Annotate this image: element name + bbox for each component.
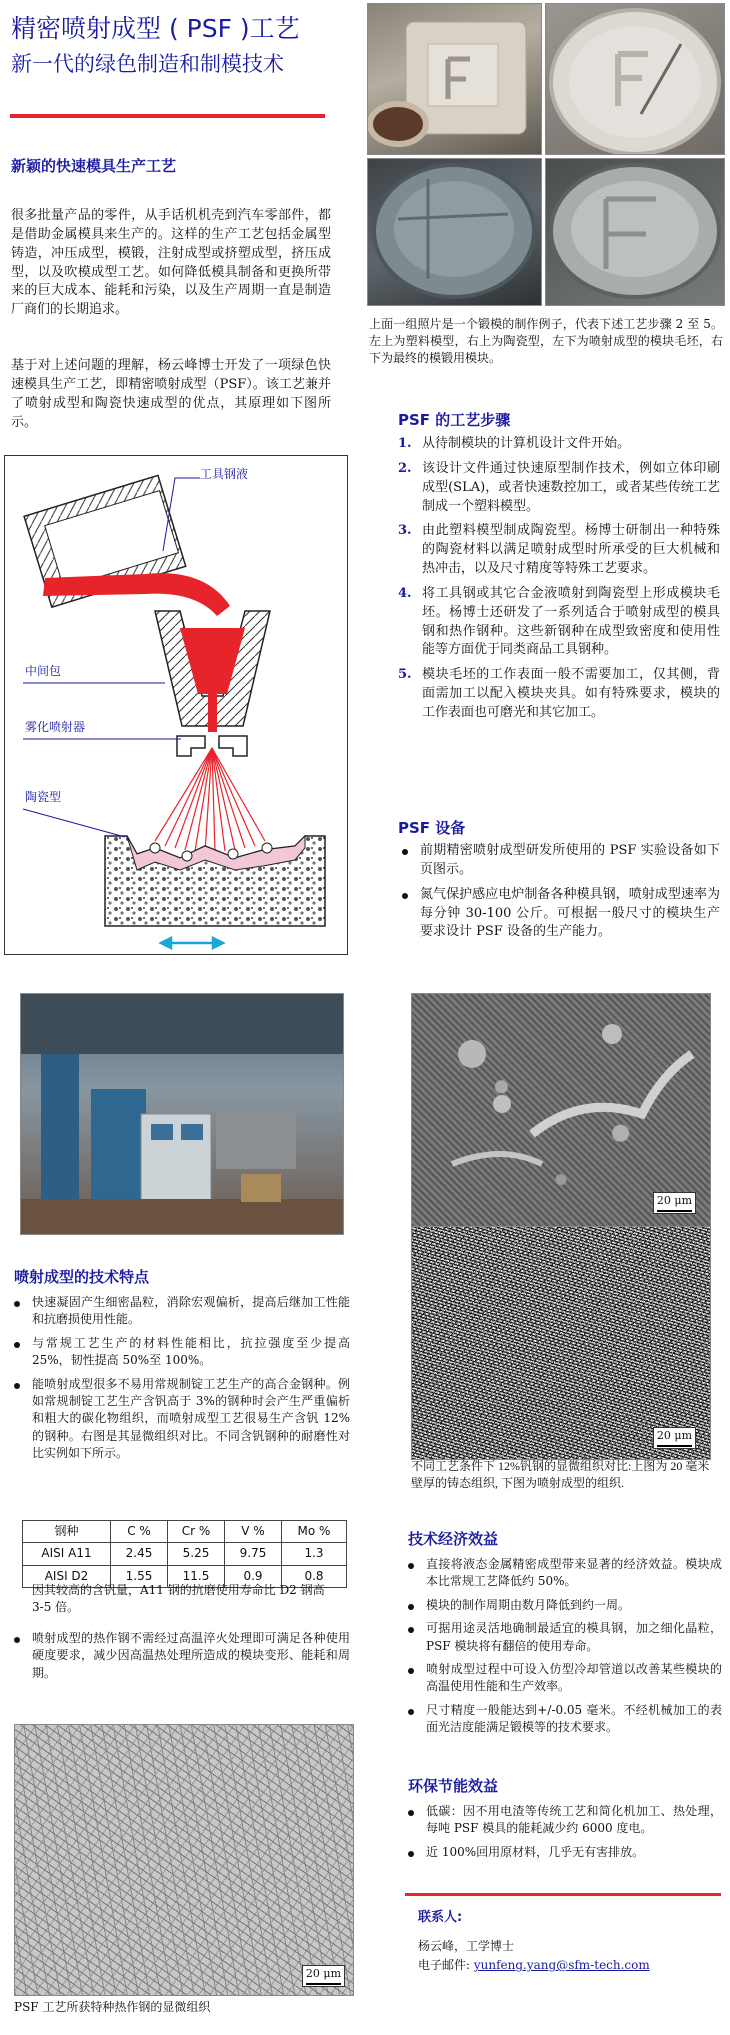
contact-divider — [405, 1893, 721, 1896]
table-cell: AISI A11 — [23, 1543, 111, 1565]
contact-email-label: 电子邮件: — [418, 1958, 474, 1972]
contact-email-row — [418, 1957, 650, 1974]
scale-bar-label: 20 μm — [305, 1967, 341, 1981]
green-item: 低碳：因不用电渣等传统工艺和简化机加工、热处理，每吨 PSF 模具的能耗减少约 6000 度电。 — [404, 1803, 722, 1838]
steps-heading: PSF 的工艺步骤 — [398, 411, 511, 429]
step-item: 5. 模块毛坯的工作表面一般不需要加工，仅其侧，背面需加工以配入模块夹具。如有特殊要求，模块的工作表面也可磨光和其它加工。 — [398, 667, 720, 720]
title-divider — [10, 114, 325, 118]
equipment-illustration — [21, 994, 343, 1234]
equipment-item: 氮气保护感应电炉制备各种模具钢，喷射成型速率为每分钟 30-100 公斤。可根据一般尺寸的模块生产要求设计 PSF 设备的生产能力。 — [398, 886, 720, 943]
equipment-list — [398, 842, 720, 948]
spray-cone — [155, 748, 265, 852]
spray-blank-illustration — [368, 159, 541, 305]
table-header: V % — [225, 1521, 282, 1543]
features-list — [10, 1294, 350, 1469]
plastic-model-illustration — [368, 4, 541, 154]
table-cell: 0.8 — [282, 1565, 347, 1587]
green-heading: 环保节能效益 — [408, 1777, 499, 1795]
economic-item: 喷射成型过程中可设入仿型冷却管道以改善某些模块的高温使用性能和生产效率。 — [404, 1661, 722, 1696]
economic-item: 尺寸精度一般能达到+/-0.05 毫米。不经机械加工的表面光洁度能满足锻模等的技术要求。 — [404, 1702, 722, 1737]
step-item: 1. 从待制模块的计算机设计文件开始。 — [398, 436, 631, 451]
motion-arrow — [161, 938, 223, 948]
features-list-cont — [10, 1630, 350, 1688]
table-cell: 9.75 — [225, 1543, 282, 1565]
economic-item: 可据用途灵活地确制最适宜的模具钢，加之细化晶粒，PSF 模块将有翻倍的使用寿命。 — [404, 1620, 722, 1655]
molten-steel-stream — [43, 573, 230, 616]
green-list — [404, 1803, 722, 1867]
intro-paragraph-2: 基于对上述问题的理解，杨云峰博士开发了一项绿色快速模具生产工艺，即精密喷射成型（PSF）。该工艺兼并了喷射成型和陶瓷快速成型的优点，其原理如下图所示。 — [11, 358, 331, 430]
photo-psf-equipment — [20, 993, 344, 1235]
intro-heading: 新颖的快速模具生产工艺 — [11, 157, 177, 175]
micrograph-hot-work-steel — [14, 1724, 354, 1996]
table-cell: AISI D2 — [23, 1565, 111, 1587]
micrograph-cast-structure — [411, 993, 711, 1227]
photo-spray-formed-blank — [367, 158, 542, 306]
table-cell: 5.25 — [168, 1543, 225, 1565]
table-header: C % — [111, 1521, 168, 1543]
table-cell: 11.5 — [168, 1565, 225, 1587]
table-note: 因其较高的含钒量，A11 钢的抗磨使用寿命比 D2 钢高 3-5 倍。 — [32, 1583, 325, 1615]
table-header: Mo % — [282, 1521, 347, 1543]
economic-heading: 技术经济效益 — [408, 1530, 499, 1548]
features-heading: 喷射成型的技术特点 — [14, 1268, 150, 1286]
micrograph-spray-formed — [411, 1226, 711, 1460]
step-item: 4. 将工具钢或其它合金液喷射到陶瓷型上形成模块毛坯。杨博士还研发了一系列适合于喷射成型的模具钢和热作钢种。这些新钢种在成型致密度和使用性能等方面优于同类商品工具钢种。 — [398, 585, 720, 658]
steps-list — [398, 435, 720, 729]
equipment-item: 前期精密喷射成型研发所使用的 PSF 实验设备如下页图示。 — [398, 842, 720, 880]
scale-bar — [302, 1965, 345, 1987]
photo-plastic-model — [367, 3, 542, 155]
final-die-illustration — [546, 159, 724, 305]
feature-item: 喷射成型的热作钢不需经过高温淬火处理即可满足各种使用硬度要求，减少因高温热处理所造成的模块变形、能耗和周期。 — [10, 1630, 350, 1682]
table-header-row — [23, 1521, 347, 1543]
intro-paragraph-1: 很多批量产品的零件，从手话机机壳到汽车零部件，都是借助金属模具来生产的。这样的生产工艺包括金属型铸造，冲压成型，模锻，注射成型或挤塑成型，挤压成型，以及吹模成型工艺。如何降低模具制备和更换所带来的巨大成本、能耗和污染，以及生产周期一直是制造厂商们的长期追求。 — [11, 208, 331, 318]
table-cell: 1.3 — [282, 1543, 347, 1565]
contact-name: 杨云峰，工学博士 — [418, 1939, 515, 1953]
label-tool-steel: 工具钢液 — [200, 467, 249, 481]
alloy-composition-table — [22, 1520, 347, 1588]
psf-process-diagram — [4, 455, 348, 955]
economic-list — [404, 1556, 722, 1743]
economic-item: 模块的制作周期由数月降低到约一周。 — [404, 1597, 722, 1614]
table-header: 钢种 — [23, 1521, 111, 1543]
label-ceramic-mold: 陶瓷型 — [25, 790, 62, 804]
ceramic-mold-illustration — [546, 4, 724, 154]
step-item: 3. 由此塑料模型制成陶瓷型。杨博士研制出一种特殊的陶瓷材料以满足喷射成型时所承受的巨大机械和热冲击，以及尺寸精度等特殊工艺要求。 — [398, 523, 720, 577]
page-title: 精密喷射成型 ( PSF )工艺 — [11, 14, 300, 43]
label-tundish: 中间包 — [25, 664, 62, 678]
scale-bar-label: 20 μm — [656, 1429, 692, 1443]
psf-diagram-svg — [5, 456, 347, 954]
step-item: 2. 该设计文件通过快速原型制作技术，例如立体印刷成型(SLA)，或者快速数控加工，或者某些传统工艺制成一个塑料模型。 — [398, 460, 720, 514]
photo-final-die-block — [545, 158, 725, 306]
page-subtitle: 新一代的绿色制造和制模技术 — [11, 52, 284, 76]
photo-ceramic-mold — [545, 3, 725, 155]
feature-item: 快速凝固产生细密晶粒，消除宏观偏析，提高后继加工性能和抗磨损使用性能。 — [10, 1294, 350, 1329]
table-header: Cr % — [168, 1521, 225, 1543]
table-cell: 2.45 — [111, 1543, 168, 1565]
feature-item: 能喷射成型很多不易用常规制锭工艺生产的高合金钢种。例如常规制锭工艺生产含钒高于 3%的钢种时会产生严重偏析和粗大的碳化物组织，而喷射成型工艺很易生产含钒 12%的钢种。右图是其显微组织对比。不同含钒钢种的耐磨性对比实例如下所示。 — [10, 1376, 350, 1463]
micrograph-right-caption: 不同工艺条件下 12%钒钢的显微组织对比:上图为 20 毫米壁厚的铸态组织, 下图为喷射成型的组织. — [411, 1459, 710, 1491]
economic-item: 直接将液态金属精密成型带来显著的经济效益。模块成本比常规工艺降低约 50%。 — [404, 1556, 722, 1591]
top-photos-caption: 上面一组照片是一个锻模的制作例子，代表下述工艺步骤 2 至 5。左上为塑料模型，右上为陶瓷型，左下为喷射成型的模块毛坯，右下为最终的模锻用模块。 — [369, 317, 723, 365]
table-cell: 1.55 — [111, 1565, 168, 1587]
contact-email-link[interactable]: yunfeng.yang@sfm-tech.com — [473, 1958, 650, 1972]
contact-heading: 联系人: — [418, 1910, 463, 1925]
label-atomizer: 雾化喷射器 — [25, 720, 86, 734]
micrograph-left-caption: PSF 工艺所获特种热作钢的显微组织 — [14, 2000, 211, 2014]
table-row — [23, 1543, 347, 1565]
green-item: 近 100%回用原材料，几乎无有害排放。 — [404, 1844, 722, 1861]
scale-bar-label: 20 μm — [656, 1194, 692, 1208]
feature-item: 与常规工艺生产的材料性能相比，抗拉强度至少提高 25%，韧性提高 50%至 100%。 — [10, 1335, 350, 1370]
atomizer-left — [177, 736, 205, 756]
equipment-heading: PSF 设备 — [398, 819, 466, 837]
atomizer-right — [219, 736, 247, 756]
table-cell: 0.9 — [225, 1565, 282, 1587]
scale-bar — [653, 1427, 696, 1449]
scale-bar — [653, 1192, 696, 1214]
